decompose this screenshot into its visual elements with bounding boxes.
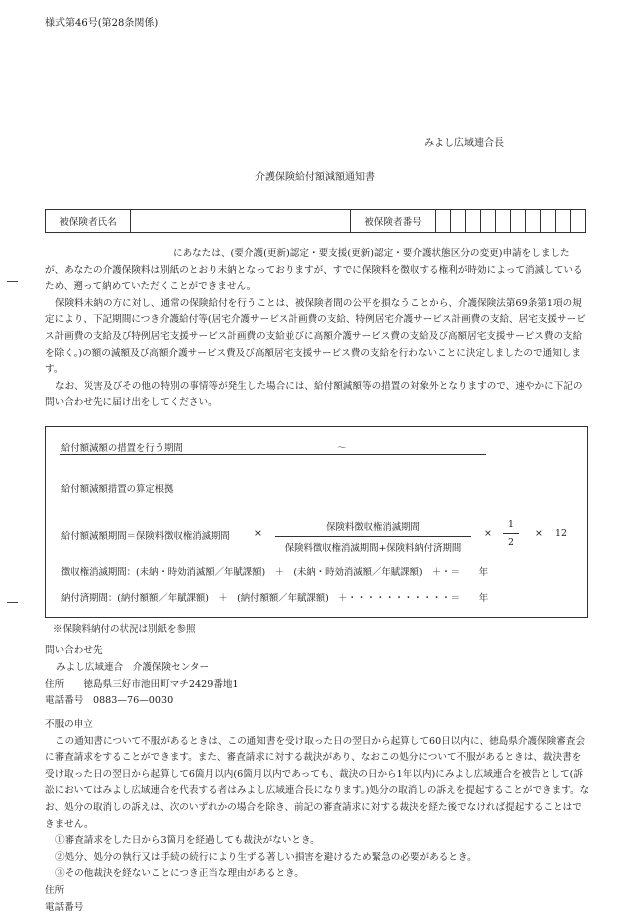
appellant-address-label: 住所 (45, 884, 65, 896)
insured-number-digit[interactable] (511, 210, 526, 233)
insured-number-digit[interactable] (481, 210, 496, 233)
appeal-item: ③その他裁決を経ないことにつき正当な理由があるとき。 (55, 868, 304, 880)
appeal-body: この通知書について不服があるときは、この通知書を受け取った日の翌日から起算して60日以内に、徳島県介護保険審査会に審査請求をすることができます。また、審査請求に対する裁決があり、なおこの処分について不服があるときは、裁決書を受け取った日の翌日から起算して6箇月以内(6箇月以内であっても、裁決の日から1年以内)にみよし広域連合を被告として(訴訟においてはみよし広域連合を代表する者はみよし広域連合長になります。)処分の取消しの訴えを提起することができます。なお、処分の取消しの訴えは、次のいずれかの場合を除き、前記の審査請求に対する裁決を経た後でなければ提起することはできません。 (45, 735, 590, 830)
appellant-phone-label: 電話番号 (45, 901, 84, 913)
extinct-period-line: 徴収権消滅期間：(未納・時効消滅額／年賦課額) ＋ (未納・時効消滅額／年賦課額) ＋・＝ 年 (61, 567, 489, 578)
contact-phone: 電話番号 0883—76—0030 (45, 695, 174, 706)
insured-number-digit[interactable] (451, 210, 466, 233)
half-denominator: 2 (508, 537, 514, 548)
appeal-item: ①審査請求をした日から3箇月を経過しても裁決がないとき。 (55, 835, 320, 847)
left-margin-tick (7, 602, 18, 603)
period-label: 給付額減額の措置を行う期間 (61, 443, 183, 454)
times-sign: × (254, 528, 262, 539)
insured-table (45, 209, 586, 233)
period-tilde: ～ (337, 443, 347, 454)
contact-address: 住所 徳島県三好市池田町マチ2429番地1 (45, 679, 239, 690)
insured-number-label: 被保険者番号 (351, 210, 436, 233)
calculation-box (45, 426, 588, 618)
times-sign: × (484, 528, 492, 539)
insured-number-digit[interactable] (526, 210, 541, 233)
fraction-bar (503, 533, 519, 534)
period-underline (60, 454, 486, 455)
insured-name-field[interactable] (131, 210, 351, 233)
months-twelve: 12 (555, 528, 567, 539)
insured-number-digit[interactable] (436, 210, 451, 233)
half-fraction (503, 519, 519, 548)
notice-paragraph-1-first-line: にあなたは、(要介護(更新)認定・要支援(更新)認定・要介護状態区分の変更)申請をしました (173, 248, 570, 259)
insured-number-digit[interactable] (466, 210, 481, 233)
appeal-section (45, 717, 590, 916)
notice-paragraph-2: 保険料未納の方に対し、通常の保険給付を行うことは、被保険者間の公平を損なうことから、介護保険法第69条第1項の規定により、下記期間につき介護給付等(居宅介護サービス計画費の支給、特例居宅介護サービス計画費の支給、居宅支援サービス計画費の支給及び特例居宅支援サービス計画費の支給並びに高額介護サービス費の支給及び高額居宅支援サービス費の支給を除く。)の額の減額及び高額介護サービス費及び高額居宅支援サービス費の支給を行わないことに決定しましたので通知します。 (45, 297, 586, 376)
notice-paragraph-1: が、あなたの介護保険料は別紙のとおり未納となっておりますが、すでに保険料を徴収する権利が時効によって消滅しているため、遡って納めていただくことができません。 (45, 264, 583, 293)
fraction-bar (275, 536, 471, 537)
paid-period-line: 納付済期間：(納付額額／年賦課額) ＋ (納付額額／年賦課額) ＋・・・・・・・・・・・＝ 年 (61, 593, 489, 604)
times-sign: × (535, 528, 543, 539)
notice-paragraph-3: なお、災害及びその他の特別の事情等が発生した場合には、給付額減額等の措置の対象外となりますので、速やかに下記の問い合わせ先に届け出をしてください。 (45, 380, 583, 409)
basis-label: 給付額減額措置の算定根拠 (61, 484, 174, 495)
issuer-name: みよし広域連合長 (424, 138, 504, 149)
insured-number-digit[interactable] (571, 210, 586, 233)
left-margin-tick (7, 281, 18, 282)
contact-organization: みよし広域連合 介護保険センター (56, 662, 210, 673)
contact-heading: 問い合わせ先 (45, 645, 103, 656)
fraction-numerator: 保険料徴収権消滅期間 (326, 522, 420, 533)
half-numerator: 1 (508, 519, 514, 530)
appeal-item: ②処分、処分の執行又は手続の続行により生ずる著しい損害を避けるため緊急の必要があるとき。 (55, 851, 477, 863)
form-number: 様式第46号(第28条関係) (45, 18, 159, 29)
fraction-denominator: 保険料徴収権消滅期間+保険料納付済期間 (284, 543, 462, 554)
insured-number-digit[interactable] (556, 210, 571, 233)
insured-number-digit[interactable] (541, 210, 556, 233)
insured-name-label: 被保険者氏名 (46, 210, 131, 233)
period-fraction (275, 519, 471, 554)
insured-number-digit[interactable] (496, 210, 511, 233)
formula-lhs: 給付額減額期間＝保険料徴収権消滅期間 (61, 531, 230, 542)
document-title: 介護保険給付額減額通知書 (255, 172, 375, 183)
appeal-heading: 不服の申立 (45, 719, 93, 730)
payment-status-note: ※保険料納付の状況は別紙を参照 (53, 624, 196, 635)
notice-body (45, 246, 590, 412)
